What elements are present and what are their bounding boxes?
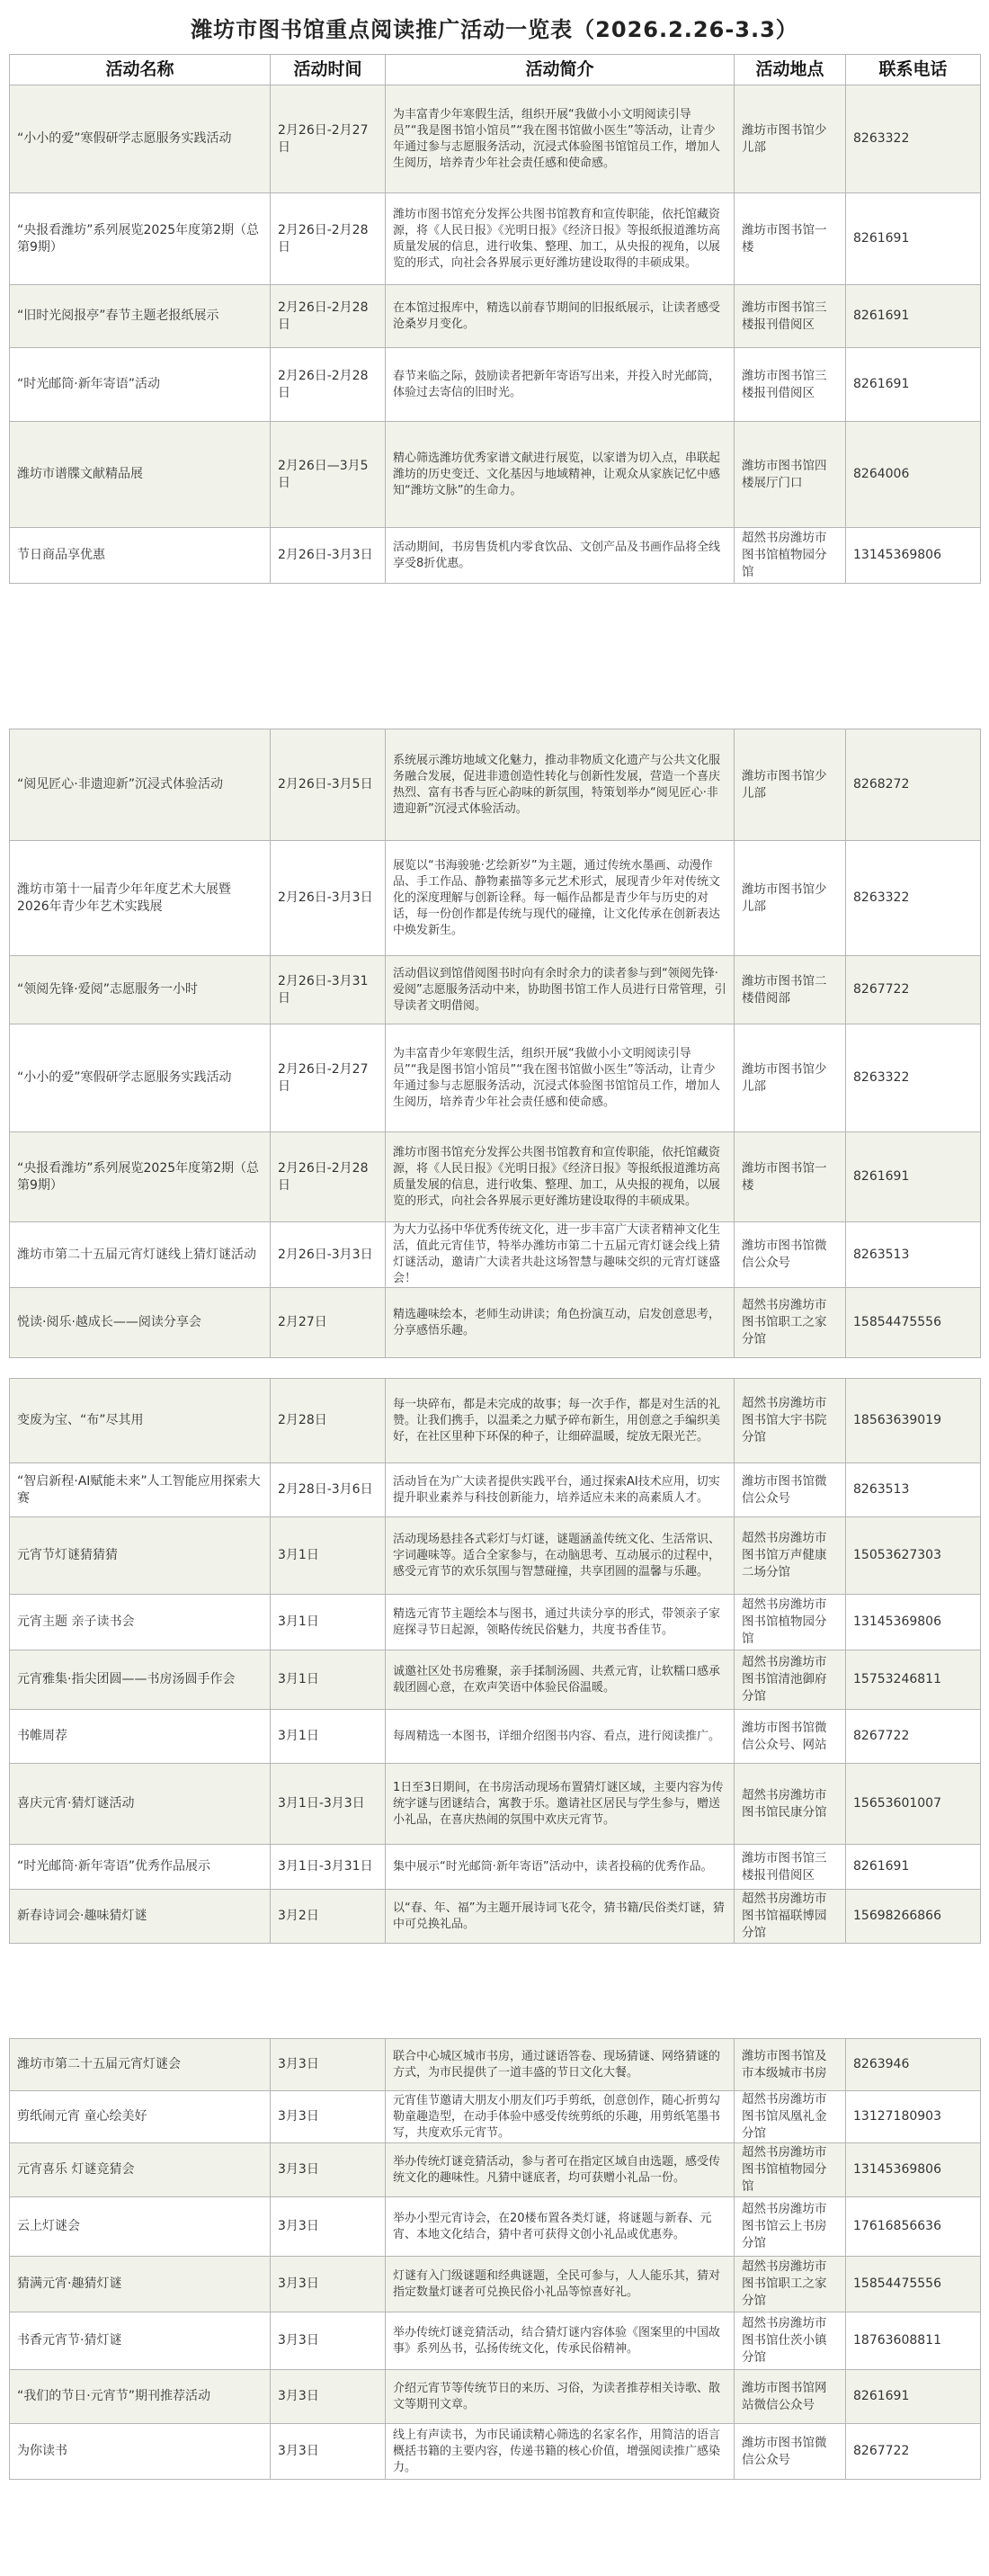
cell-time: 2月26日-2月28日 bbox=[271, 193, 386, 285]
cell-time: 2月26日-2月28日 bbox=[271, 285, 386, 348]
cell-time: 3月1日 bbox=[271, 1710, 386, 1764]
cell-desc: 为丰富青少年寒假生活，组织开展“我做小小文明阅读引导员”“我是图书馆小馆员”“我在图书馆做小医生”等活动，让青少年通过参与志愿服务活动，沉浸式体验图书馆馆员工作，增加人生阅历，培养青少年社会责任感和使命感。 bbox=[386, 1024, 735, 1132]
cell-phone: 15698266866 bbox=[846, 1890, 981, 1944]
header-row bbox=[10, 55, 981, 85]
cell-name: “阅见匠心·非遗迎新”沉浸式体验活动 bbox=[10, 729, 271, 841]
table-row bbox=[10, 1222, 981, 1288]
cell-place: 潍坊市图书馆少儿部 bbox=[735, 1024, 846, 1132]
cell-desc: 每周精选一本图书，详细介绍图书内容、看点，进行阅读推广。 bbox=[386, 1710, 735, 1764]
cell-phone: 8263513 bbox=[846, 1222, 981, 1288]
table-row bbox=[10, 1650, 981, 1710]
table-row bbox=[10, 1710, 981, 1764]
cell-time: 2月26日-3月31日 bbox=[271, 956, 386, 1024]
cell-name: “央报看潍坊”系列展览2025年度第2期（总第9期） bbox=[10, 1132, 271, 1222]
cell-place: 潍坊市图书馆微信公众号 bbox=[735, 2424, 846, 2480]
table-row bbox=[10, 2197, 981, 2257]
cell-time: 2月27日 bbox=[271, 1288, 386, 1358]
table-row bbox=[10, 1517, 981, 1595]
cell-place: 潍坊市图书馆四楼展厅门口 bbox=[735, 422, 846, 528]
cell-phone: 15854475556 bbox=[846, 1288, 981, 1358]
activity-table bbox=[9, 1378, 981, 1944]
cell-place: 潍坊市图书馆三楼报刊借阅区 bbox=[735, 1845, 846, 1890]
cell-desc: 举办小型元宵诗会，在20楼布置各类灯谜，将谜题与新春、元宵、本地文化结合，猜中者可获得文创小礼品或优惠券。 bbox=[386, 2197, 735, 2257]
table-row bbox=[10, 1890, 981, 1944]
cell-phone: 17616856636 bbox=[846, 2197, 981, 2257]
cell-place: 潍坊市图书馆网站微信公众号 bbox=[735, 2370, 846, 2424]
cell-phone: 8267722 bbox=[846, 956, 981, 1024]
cell-name: “时光邮筒·新年寄语”活动 bbox=[10, 348, 271, 422]
cell-desc: 集中展示“时光邮筒·新年寄语”活动中，读者投稿的优秀作品。 bbox=[386, 1845, 735, 1890]
cell-phone: 8263322 bbox=[846, 841, 981, 956]
cell-phone: 8261691 bbox=[846, 1132, 981, 1222]
table-row bbox=[10, 348, 981, 422]
table-row bbox=[10, 841, 981, 956]
cell-name: 元宵雅集·指尖团圆——书房汤圆手作会 bbox=[10, 1650, 271, 1710]
cell-place: 潍坊市图书馆少儿部 bbox=[735, 841, 846, 956]
cell-desc: 活动现场悬挂各式彩灯与灯谜，谜题涵盖传统文化、生活常识、字词趣味等。适合全家参与，在动脑思考、互动展示的过程中，感受元宵节的欢乐氛围与智慧碰撞，共享团圆的温馨与乐趣。 bbox=[386, 1517, 735, 1595]
cell-desc: 线上有声读书，为市民诵读精心筛选的名家名作，用简洁的语言概括书籍的主要内容，传递书籍的核心价值，增强阅读推广感染力。 bbox=[386, 2424, 735, 2480]
cell-phone: 8263322 bbox=[846, 1024, 981, 1132]
cell-phone: 15653601007 bbox=[846, 1764, 981, 1845]
cell-name: 潍坊市第二十五届元宵灯谜会 bbox=[10, 2039, 271, 2091]
cell-phone: 8261691 bbox=[846, 2370, 981, 2424]
cell-time: 3月3日 bbox=[271, 2197, 386, 2257]
table-row bbox=[10, 193, 981, 285]
cell-phone: 8263322 bbox=[846, 85, 981, 193]
cell-desc: 元宵佳节邀请大朋友小朋友们巧手剪纸，创意创作，随心折剪勾勒童趣造型，在动手体验中感受传统剪纸的乐趣，用剪纸笔墨书写，共度欢乐元宵节。 bbox=[386, 2091, 735, 2143]
column-header: 活动时间 bbox=[271, 55, 386, 85]
cell-place: 超然书房潍坊市图书馆云上书房分馆 bbox=[735, 2197, 846, 2257]
cell-name: 喜庆元宵·猜灯谜活动 bbox=[10, 1764, 271, 1845]
cell-phone: 13145369806 bbox=[846, 2143, 981, 2197]
cell-desc: 以“春、年、福”为主题开展诗词飞花令，猜书籍/民俗类灯谜，猜中可兑换礼品。 bbox=[386, 1890, 735, 1944]
activity-table bbox=[9, 729, 981, 1358]
table-row bbox=[10, 2312, 981, 2370]
cell-time: 2月28日-3月6日 bbox=[271, 1463, 386, 1517]
cell-name: 节日商品享优惠 bbox=[10, 528, 271, 584]
cell-phone: 8261691 bbox=[846, 348, 981, 422]
document-title: 潍坊市图书馆重点阅读推广活动一览表（2026.2.26-3.3） bbox=[191, 16, 798, 42]
table-row bbox=[10, 1764, 981, 1845]
table-row bbox=[10, 729, 981, 841]
cell-phone: 8267722 bbox=[846, 2424, 981, 2480]
cell-place: 超然书房潍坊市图书馆大宇书院分馆 bbox=[735, 1379, 846, 1463]
cell-place: 超然书房潍坊市图书馆职工之家分馆 bbox=[735, 2257, 846, 2312]
cell-place: 潍坊市图书馆微信公众号 bbox=[735, 1463, 846, 1517]
cell-time: 3月1日 bbox=[271, 1517, 386, 1595]
cell-desc: 联合中心城区城市书房，通过谜语答卷、现场猜谜、网络猜谜的方式，为市民提供了一道丰盛的节日文化大餐。 bbox=[386, 2039, 735, 2091]
cell-desc: 举办传统灯谜竞猜活动，结合猜灯谜内容体验《图案里的中国故事》系列丛书，弘扬传统文化，传承民俗精神。 bbox=[386, 2312, 735, 2370]
cell-time: 3月1日 bbox=[271, 1650, 386, 1710]
cell-time: 3月3日 bbox=[271, 2312, 386, 2370]
cell-name: “我们的节日·元宵节”期刊推荐活动 bbox=[10, 2370, 271, 2424]
cell-desc: 潍坊市图书馆充分发挥公共图书馆教育和宣传职能，依托馆藏资源，将《人民日报》《光明日报》《经济日报》等报纸报道潍坊高质量发展的信息，进行收集、整理、加工，从央报的视角，以展览的形式，向社会各界展示更好潍坊建设取得的丰硕成果。 bbox=[386, 193, 735, 285]
table-row bbox=[10, 956, 981, 1024]
cell-desc: 在本馆过报库中，精选以前春节期间的旧报纸展示，让读者感受沧桑岁月变化。 bbox=[386, 285, 735, 348]
cell-desc: 活动倡议到馆借阅图书时向有余时余力的读者参与到“领阅先锋·爱阅”志愿服务活动中来，协助图书馆工作人员进行日常管理，引导读者文明借阅。 bbox=[386, 956, 735, 1024]
cell-time: 2月28日 bbox=[271, 1379, 386, 1463]
cell-place: 潍坊市图书馆微信公众号 bbox=[735, 1222, 846, 1288]
cell-phone: 15854475556 bbox=[846, 2257, 981, 2312]
cell-time: 2月26日-3月3日 bbox=[271, 528, 386, 584]
cell-place: 潍坊市图书馆微信公众号、网站 bbox=[735, 1710, 846, 1764]
cell-name: 猜满元宵·趣猜灯谜 bbox=[10, 2257, 271, 2312]
cell-place: 超然书房潍坊市图书馆清池御府分馆 bbox=[735, 1650, 846, 1710]
cell-name: “小小的爱”寒假研学志愿服务实践活动 bbox=[10, 85, 271, 193]
cell-name: 为你读书 bbox=[10, 2424, 271, 2480]
table-row bbox=[10, 1595, 981, 1650]
cell-desc: 灯谜有入门级谜题和经典谜题，全民可参与，人人能乐其，猜对指定数量灯谜者可兑换民俗小礼品等惊喜好礼。 bbox=[386, 2257, 735, 2312]
table-row bbox=[10, 1845, 981, 1890]
cell-desc: 系统展示潍坊地域文化魅力，推动非物质文化遗产与公共文化服务融合发展，促进非遗创造性转化与创新性发展，营造一个喜庆热烈、富有书香与匠心韵味的新氛围，特策划举办“阅见匠心·非遗迎新”沉浸式体验活动。 bbox=[386, 729, 735, 841]
cell-phone: 15053627303 bbox=[846, 1517, 981, 1595]
cell-desc: 每一块碎布，都是未完成的故事；每一次手作，都是对生活的礼赞。让我们携手，以温柔之力赋予碎布新生，用创意之手编织美好，在社区里种下环保的种子，让细碎温暖，绽放无限光芒。 bbox=[386, 1379, 735, 1463]
cell-time: 3月1日 bbox=[271, 1595, 386, 1650]
cell-phone: 13145369806 bbox=[846, 528, 981, 584]
cell-desc: 举办传统灯谜竞猜活动，参与者可在指定区域自由选题，感受传统文化的趣味性。凡猜中谜底者，均可获赠小礼品一份。 bbox=[386, 2143, 735, 2197]
activity-table bbox=[9, 2038, 981, 2480]
cell-place: 潍坊市图书馆及市本级城市书房 bbox=[735, 2039, 846, 2091]
cell-name: 潍坊市第二十五届元宵灯谜线上猜灯谜活动 bbox=[10, 1222, 271, 1288]
table-row bbox=[10, 2257, 981, 2312]
cell-place: 潍坊市图书馆少儿部 bbox=[735, 85, 846, 193]
cell-time: 2月26日—3月5日 bbox=[271, 422, 386, 528]
cell-place: 潍坊市图书馆少儿部 bbox=[735, 729, 846, 841]
cell-name: “领阅先锋·爱阅”志愿服务一小时 bbox=[10, 956, 271, 1024]
cell-time: 3月3日 bbox=[271, 2370, 386, 2424]
cell-phone: 13145369806 bbox=[846, 1595, 981, 1650]
cell-desc: 精选元宵节主题绘本与图书，通过共读分享的形式，带领亲子家庭探寻节日起源，领略传统民俗魅力，共度书香佳节。 bbox=[386, 1595, 735, 1650]
cell-phone: 8261691 bbox=[846, 193, 981, 285]
cell-place: 潍坊市图书馆一楼 bbox=[735, 193, 846, 285]
cell-name: “旧时光阅报亭”春节主题老报纸展示 bbox=[10, 285, 271, 348]
cell-time: 3月3日 bbox=[271, 2091, 386, 2143]
cell-name: 潍坊市第十一届青少年年度艺术大展暨2026年青少年艺术实践展 bbox=[10, 841, 271, 956]
table-row bbox=[10, 1024, 981, 1132]
cell-name: 元宵主题 亲子读书会 bbox=[10, 1595, 271, 1650]
cell-name: 书香元宵节·猜灯谜 bbox=[10, 2312, 271, 2370]
cell-desc: 为大力弘扬中华优秀传统文化，进一步丰富广大读者精神文化生活，值此元宵佳节，特举办潍坊市第二十五届元宵灯谜会线上猜灯谜活动，邀请广大读者共赴这场智慧与趣味交织的元宵灯谜盛会！ bbox=[386, 1222, 735, 1288]
cell-place: 超然书房潍坊市图书馆仕茨小镇分馆 bbox=[735, 2312, 846, 2370]
cell-desc: 春节来临之际，鼓励读者把新年寄语写出来，并投入时光邮筒，体验过去寄信的旧时光。 bbox=[386, 348, 735, 422]
cell-name: 云上灯谜会 bbox=[10, 2197, 271, 2257]
cell-desc: 1日至3日期间，在书房活动现场布置猜灯谜区域，主要内容为传统字谜与团谜结合，寓教于乐。邀请社区居民与学生参与，赠送小礼品，在喜庆热闹的氛围中欢庆元宵节。 bbox=[386, 1764, 735, 1845]
cell-name: 悦读·阅乐·越成长——阅读分享会 bbox=[10, 1288, 271, 1358]
cell-name: “时光邮筒·新年寄语”优秀作品展示 bbox=[10, 1845, 271, 1890]
cell-name: 新春诗词会·趣味猜灯谜 bbox=[10, 1890, 271, 1944]
cell-phone: 15753246811 bbox=[846, 1650, 981, 1710]
cell-desc: 活动旨在为广大读者提供实践平台，通过探索AI技术应用，切实提升职业素养与科技创新能力，培养适应未来的高素质人才。 bbox=[386, 1463, 735, 1517]
table-row bbox=[10, 1288, 981, 1358]
cell-name: 元宵喜乐 灯谜竞猜会 bbox=[10, 2143, 271, 2197]
table-row bbox=[10, 1132, 981, 1222]
cell-desc: 介绍元宵节等传统节日的来历、习俗，为读者推荐相关诗歌、散文等期刊文章。 bbox=[386, 2370, 735, 2424]
cell-place: 潍坊市图书馆一楼 bbox=[735, 1132, 846, 1222]
cell-time: 3月3日 bbox=[271, 2143, 386, 2197]
table-row bbox=[10, 2370, 981, 2424]
cell-place: 超然书房潍坊市图书馆凤凰礼金分馆 bbox=[735, 2091, 846, 2143]
cell-phone: 13127180903 bbox=[846, 2091, 981, 2143]
cell-place: 潍坊市图书馆三楼报刊借阅区 bbox=[735, 348, 846, 422]
table-row bbox=[10, 1463, 981, 1517]
cell-name: 书帷周荐 bbox=[10, 1710, 271, 1764]
cell-phone: 8261691 bbox=[846, 1845, 981, 1890]
cell-time: 2月26日-2月28日 bbox=[271, 1132, 386, 1222]
table-row bbox=[10, 2143, 981, 2197]
cell-desc: 精选趣味绘本，老师生动讲读；角色扮演互动，启发创意思考，分享感悟乐趣。 bbox=[386, 1288, 735, 1358]
cell-place: 超然书房潍坊市图书馆福联博园分馆 bbox=[735, 1890, 846, 1944]
cell-name: 潍坊市谱牒文献精品展 bbox=[10, 422, 271, 528]
cell-time: 3月1日-3月3日 bbox=[271, 1764, 386, 1845]
cell-phone: 8268272 bbox=[846, 729, 981, 841]
cell-phone: 8263946 bbox=[846, 2039, 981, 2091]
cell-phone: 8263513 bbox=[846, 1463, 981, 1517]
cell-time: 2月26日-2月27日 bbox=[271, 85, 386, 193]
column-header: 活动地点 bbox=[735, 55, 846, 85]
cell-place: 超然书房潍坊市图书馆植物园分馆 bbox=[735, 1595, 846, 1650]
cell-name: “智启新程·AI赋能未来”人工智能应用探索大赛 bbox=[10, 1463, 271, 1517]
cell-desc: 潍坊市图书馆充分发挥公共图书馆教育和宣传职能，依托馆藏资源，将《人民日报》《光明日报》《经济日报》等报纸报道潍坊高质量发展的信息，进行收集、整理、加工，从央报的视角，以展览的形式，向社会各界展示更好潍坊建设取得的丰硕成果。 bbox=[386, 1132, 735, 1222]
cell-place: 超然书房潍坊市图书馆植物园分馆 bbox=[735, 528, 846, 584]
cell-time: 2月26日-3月3日 bbox=[271, 1222, 386, 1288]
table-row bbox=[10, 285, 981, 348]
cell-phone: 8264006 bbox=[846, 422, 981, 528]
cell-desc: 精心筛选潍坊优秀家谱文献进行展览，以家谱为切入点，串联起潍坊的历史变迁、文化基因与地域精神，让观众从家族记忆中感知“潍坊文脉”的生命力。 bbox=[386, 422, 735, 528]
cell-time: 3月1日-3月31日 bbox=[271, 1845, 386, 1890]
cell-phone: 8267722 bbox=[846, 1710, 981, 1764]
table-row bbox=[10, 2039, 981, 2091]
cell-phone: 8261691 bbox=[846, 285, 981, 348]
cell-place: 潍坊市图书馆三楼报刊借阅区 bbox=[735, 285, 846, 348]
cell-time: 3月3日 bbox=[271, 2424, 386, 2480]
cell-desc: 展览以“书海骏驰·艺绘新岁”为主题，通过传统水墨画、动漫作品、手工作品、静物素描等多元艺术形式，展现青少年对传统文化的深度理解与创新诠释。每一幅作品都是青少年与历史的对话，每一份创作都是传统与现代的碰撞，让文化传承在创新表达中焕发新生。 bbox=[386, 841, 735, 956]
cell-name: 变废为宝、“布”尽其用 bbox=[10, 1379, 271, 1463]
table-row bbox=[10, 2091, 981, 2143]
table-row bbox=[10, 422, 981, 528]
cell-name: “央报看潍坊”系列展览2025年度第2期（总第9期） bbox=[10, 193, 271, 285]
column-header: 活动简介 bbox=[386, 55, 735, 85]
cell-time: 3月3日 bbox=[271, 2257, 386, 2312]
table-row bbox=[10, 528, 981, 584]
table-row bbox=[10, 2424, 981, 2480]
cell-time: 3月2日 bbox=[271, 1890, 386, 1944]
column-header: 活动名称 bbox=[10, 55, 271, 85]
cell-name: 剪纸闹元宵 童心绘美好 bbox=[10, 2091, 271, 2143]
cell-place: 超然书房潍坊市图书馆职工之家分馆 bbox=[735, 1288, 846, 1358]
table-row bbox=[10, 1379, 981, 1463]
cell-time: 3月3日 bbox=[271, 2039, 386, 2091]
cell-desc: 活动期间，书房售货机内零食饮品、文创产品及书画作品将全线享受8折优惠。 bbox=[386, 528, 735, 584]
cell-place: 超然书房潍坊市图书馆万声健康二场分馆 bbox=[735, 1517, 846, 1595]
table-row bbox=[10, 85, 981, 193]
cell-desc: 诚邀社区处书房雅聚，亲手揉制汤圆、共煮元宵，让软糯口感承载团圆心意，在欢声笑语中体验民俗温暖。 bbox=[386, 1650, 735, 1710]
cell-phone: 18563639019 bbox=[846, 1379, 981, 1463]
cell-time: 2月26日-3月5日 bbox=[271, 729, 386, 841]
activity-table bbox=[9, 54, 981, 584]
cell-desc: 为丰富青少年寒假生活，组织开展“我做小小文明阅读引导员”“我是图书馆小馆员”“我在图书馆做小医生”等活动，让青少年通过参与志愿服务活动，沉浸式体验图书馆馆员工作，增加人生阅历，培养青少年社会责任感和使命感。 bbox=[386, 85, 735, 193]
cell-name: “小小的爱”寒假研学志愿服务实践活动 bbox=[10, 1024, 271, 1132]
cell-place: 超然书房潍坊市图书馆植物园分馆 bbox=[735, 2143, 846, 2197]
cell-time: 2月26日-2月27日 bbox=[271, 1024, 386, 1132]
column-header: 联系电话 bbox=[846, 55, 981, 85]
cell-time: 2月26日-3月3日 bbox=[271, 841, 386, 956]
cell-time: 2月26日-2月28日 bbox=[271, 348, 386, 422]
cell-phone: 18763608811 bbox=[846, 2312, 981, 2370]
cell-place: 潍坊市图书馆二楼借阅部 bbox=[735, 956, 846, 1024]
cell-name: 元宵节灯谜猜猜猜 bbox=[10, 1517, 271, 1595]
cell-place: 超然书房潍坊市图书馆民康分馆 bbox=[735, 1764, 846, 1845]
